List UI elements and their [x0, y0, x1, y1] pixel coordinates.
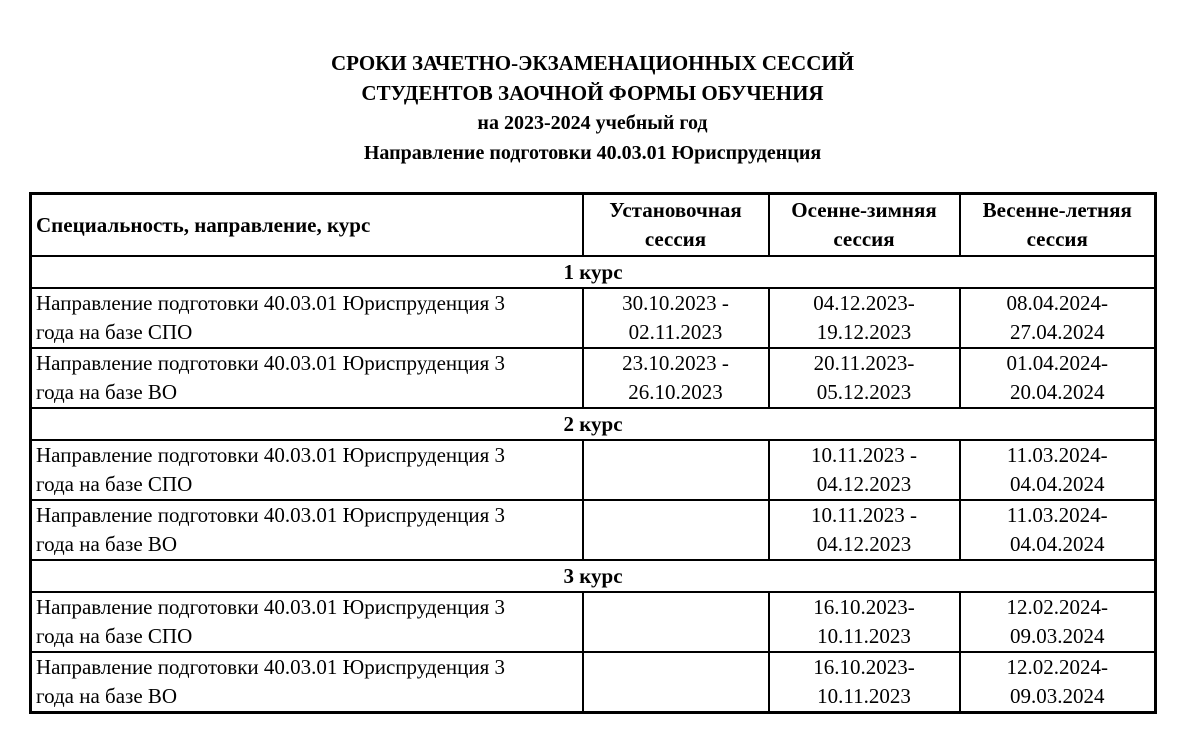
title-direction: Направление подготовки 40.03.01 Юриспруденция: [363, 142, 822, 164]
row-autumn-winter-dates: 16.10.2023- 10.11.2023: [769, 652, 960, 713]
row-orientation-dates: [583, 440, 769, 500]
title-academic-year: на 2023-2024 учебный год: [477, 112, 708, 134]
header-orientation-session: Установочная сессия: [583, 194, 769, 257]
table-row: [31, 592, 1156, 652]
table-header-row: [31, 194, 1156, 257]
course-label: 3 курс: [31, 560, 1156, 592]
table-row: [31, 348, 1156, 408]
row-direction: Направление подготовки 40.03.01 Юриспруденция 3 года на базе ВО: [31, 500, 583, 560]
row-spring-summer-dates: 12.02.2024- 09.03.2024: [960, 652, 1156, 713]
row-direction: Направление подготовки 40.03.01 Юриспруденция 3 года на базе ВО: [31, 348, 583, 408]
table-row: [31, 440, 1156, 500]
row-spring-summer-dates: 01.04.2024- 20.04.2024: [960, 348, 1156, 408]
header-specialty: Специальность, направление, курс: [31, 194, 583, 257]
row-spring-summer-dates: 12.02.2024- 09.03.2024: [960, 592, 1156, 652]
row-orientation-dates: 23.10.2023 - 26.10.2023: [583, 348, 769, 408]
row-autumn-winter-dates: 04.12.2023- 19.12.2023: [769, 288, 960, 348]
course-label: 2 курс: [31, 408, 1156, 440]
header-autumn-winter-session: Осенне-зимняя сессия: [769, 194, 960, 257]
title-line-2: СТУДЕНТОВ ЗАОЧНОЙ ФОРМЫ ОБУЧЕНИЯ: [361, 81, 824, 105]
course-row: [31, 256, 1156, 288]
row-autumn-winter-dates: 20.11.2023- 05.12.2023: [769, 348, 960, 408]
course-row: [31, 560, 1156, 592]
row-autumn-winter-dates: 10.11.2023 - 04.12.2023: [769, 500, 960, 560]
row-orientation-dates: [583, 500, 769, 560]
row-orientation-dates: [583, 652, 769, 713]
document-header: [0, 48, 1185, 168]
session-schedule-table: [29, 192, 1157, 714]
row-autumn-winter-dates: 10.11.2023 - 04.12.2023: [769, 440, 960, 500]
row-direction: Направление подготовки 40.03.01 Юриспруденция 3 года на базе СПО: [31, 592, 583, 652]
course-row: [31, 408, 1156, 440]
row-direction: Направление подготовки 40.03.01 Юриспруденция 3 года на базе ВО: [31, 652, 583, 713]
table-row: [31, 500, 1156, 560]
table-row: [31, 652, 1156, 713]
row-direction: Направление подготовки 40.03.01 Юриспруденция 3 года на базе СПО: [31, 288, 583, 348]
title-line-1: СРОКИ ЗАЧЕТНО-ЭКЗАМЕНАЦИОННЫХ СЕССИЙ: [330, 51, 855, 75]
row-spring-summer-dates: 11.03.2024- 04.04.2024: [960, 500, 1156, 560]
row-spring-summer-dates: 08.04.2024- 27.04.2024: [960, 288, 1156, 348]
row-direction: Направление подготовки 40.03.01 Юриспруденция 3 года на базе СПО: [31, 440, 583, 500]
course-label: 1 курс: [31, 256, 1156, 288]
row-spring-summer-dates: 11.03.2024- 04.04.2024: [960, 440, 1156, 500]
row-orientation-dates: 30.10.2023 - 02.11.2023: [583, 288, 769, 348]
row-autumn-winter-dates: 16.10.2023- 10.11.2023: [769, 592, 960, 652]
header-spring-summer-session: Весенне-летняя сессия: [960, 194, 1156, 257]
table-row: [31, 288, 1156, 348]
row-orientation-dates: [583, 592, 769, 652]
